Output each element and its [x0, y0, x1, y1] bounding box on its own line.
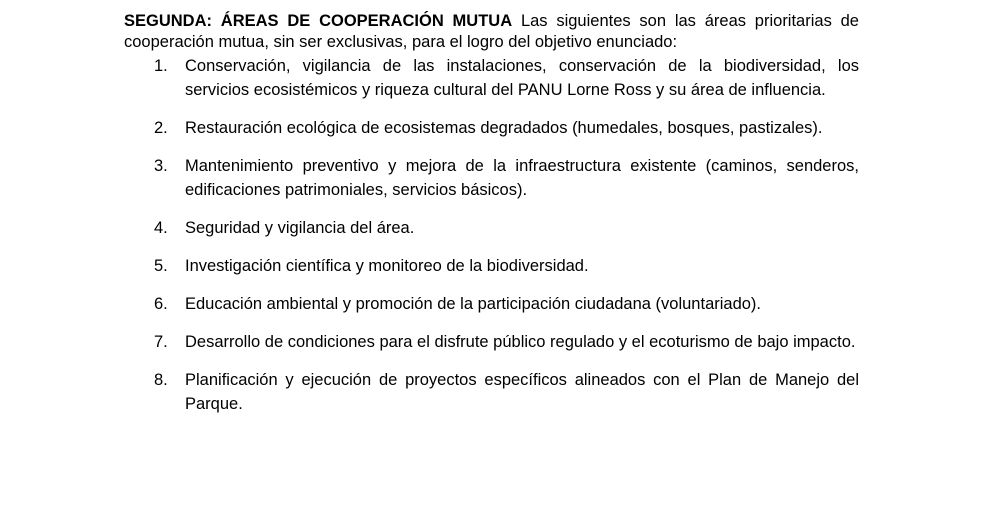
list-item [124, 330, 859, 354]
item-number: 4. [154, 219, 168, 237]
item-text: Educación ambiental y promoción de la participación ciudadana (voluntariado). [185, 295, 762, 313]
item-number: 6. [154, 295, 168, 313]
item-number: 3. [154, 157, 168, 175]
list-item [124, 154, 859, 202]
document-page [124, 11, 859, 430]
clause-intro: Las siguientes son las áreas prioritarias de cooperación mutua, sin ser exclusivas, para el logro del objetivo enunciado: [124, 12, 859, 51]
item-text: Mantenimiento preventivo y mejora de la infraestructura existente (caminos, senderos, edificaciones patrimoniales, servicios básicos). [185, 157, 859, 199]
clause-heading: SEGUNDA: ÁREAS DE COOPERACIÓN MUTUA [124, 12, 513, 30]
list-item [124, 368, 859, 416]
item-text: Seguridad y vigilancia del área. [185, 219, 415, 237]
item-text: Conservación, vigilancia de las instalaciones, conservación de la biodiversidad, los servicios ecosistémicos y riqueza cultural del PANU Lorne Ross y su área de influencia. [185, 57, 859, 99]
item-text: Desarrollo de condiciones para el disfrute público regulado y el ecoturismo de bajo impacto. [185, 333, 856, 351]
item-text: Planificación y ejecución de proyectos específicos alineados con el Plan de Manejo del Parque. [185, 371, 859, 413]
list-item [124, 216, 859, 240]
item-number: 1. [154, 57, 168, 75]
list-item [124, 54, 859, 102]
list-item [124, 254, 859, 278]
list-item [124, 116, 859, 140]
list-item [124, 292, 859, 316]
item-number: 7. [154, 333, 168, 351]
item-number: 5. [154, 257, 168, 275]
item-text: Investigación científica y monitoreo de la biodiversidad. [185, 257, 589, 275]
item-number: 8. [154, 371, 168, 389]
item-text: Restauración ecológica de ecosistemas degradados (humedales, bosques, pastizales). [185, 119, 823, 137]
cooperation-areas-list [124, 54, 859, 416]
clause-paragraph [124, 11, 859, 53]
item-number: 2. [154, 119, 168, 137]
